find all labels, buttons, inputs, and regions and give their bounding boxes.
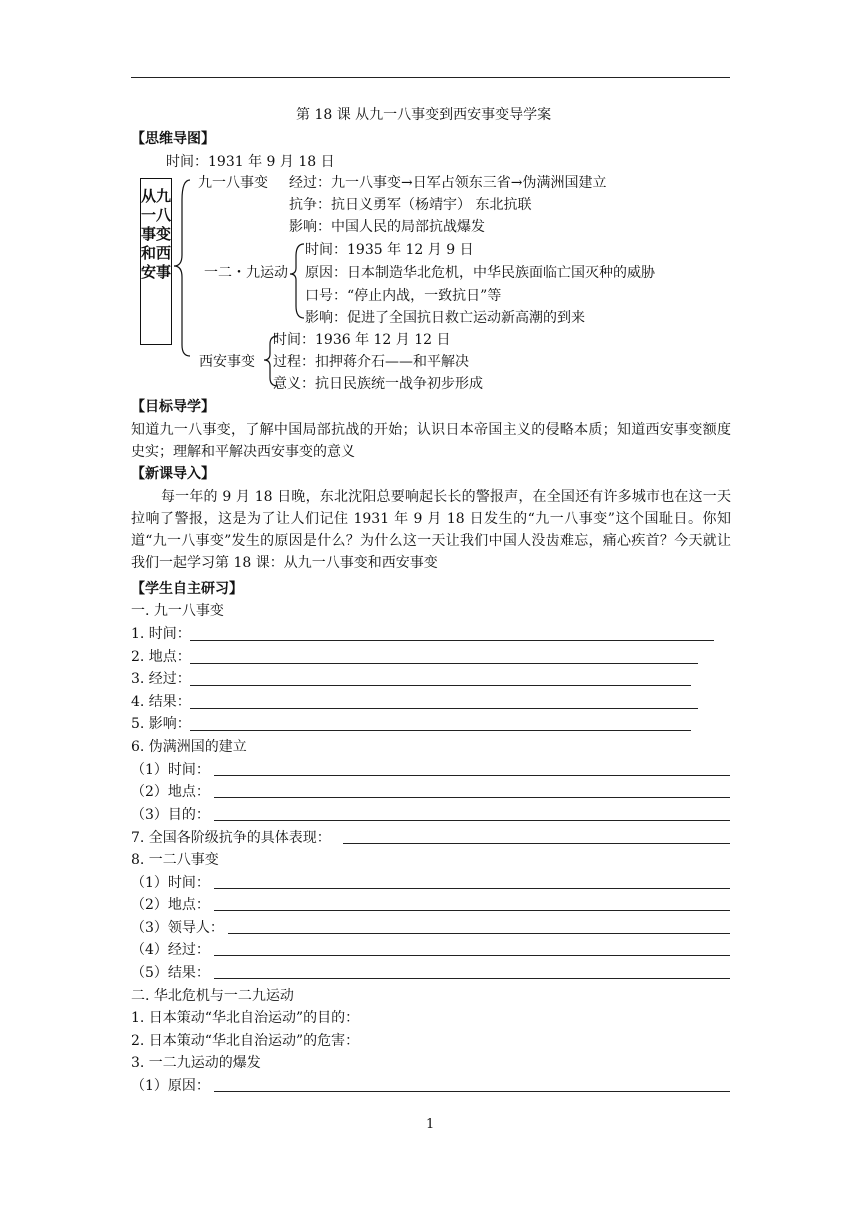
branch-129-item: 口号：“停止内战，一致抗日”等: [305, 288, 502, 304]
branch-918-item: 影响：中国人民的局部抗战爆发: [289, 219, 485, 235]
branch-918-label: 九一八事变: [198, 175, 268, 191]
answer-line[interactable]: [214, 978, 730, 979]
sub-question-label: （1）原因：: [131, 1078, 210, 1094]
page-number: 1: [426, 1117, 435, 1132]
question-label: 7. 全国各阶级抗争的具体表现：: [131, 830, 331, 846]
branch-129-label: 一二・九运动: [204, 265, 288, 281]
goals-heading: 【目标导学】: [131, 399, 215, 415]
branch-129-item: 影响：促进了全国抗日救亡运动新高潮的到来: [305, 310, 585, 326]
branch-xian-label: 西安事变: [199, 354, 255, 370]
question-label: 2. 日本策动“华北自治运动”的危害：: [131, 1033, 360, 1049]
sub-question-label: （5）结果：: [131, 965, 210, 981]
answer-line[interactable]: [214, 955, 730, 956]
answer-line[interactable]: [190, 730, 691, 731]
header-rule: [131, 77, 730, 78]
branch-918-item: 经过：九一八事变→日军占领东三省→伪满洲国建立: [289, 175, 607, 191]
mind-map-time: 时间：1931 年 9 月 18 日: [166, 154, 335, 170]
answer-line[interactable]: [190, 640, 714, 641]
answer-line[interactable]: [214, 888, 730, 889]
section-title: 一. 九一八事变: [131, 603, 224, 619]
answer-line[interactable]: [190, 708, 698, 709]
question-label: 3. 经过：: [131, 671, 191, 687]
sub-question-label: （1）时间：: [131, 762, 210, 778]
question-label: 6. 伪满洲国的建立: [131, 739, 247, 755]
sub-question-label: （2）地点：: [131, 784, 210, 800]
answer-line[interactable]: [214, 797, 730, 798]
mind-map-root-box: [140, 178, 172, 345]
answer-line[interactable]: [214, 910, 730, 911]
mind-map-root-label: 从九一八事变和西安事: [141, 187, 172, 281]
answer-line[interactable]: [228, 933, 730, 934]
question-label: 2. 地点：: [131, 649, 191, 665]
branch-xian-item: 过程：扣押蒋介石——和平解决: [273, 354, 469, 370]
question-label: 3. 一二九运动的爆发: [131, 1055, 261, 1071]
section-title: 二. 华北危机与一二九运动: [131, 988, 294, 1004]
sub-question-label: （3）领导人：: [131, 920, 224, 936]
mind-map-heading: 【思维导图】: [131, 131, 215, 147]
question-label: 8. 一二八事变: [131, 852, 219, 868]
branch-129-item: 时间：1935 年 12 月 9 日: [305, 242, 474, 258]
answer-line[interactable]: [343, 843, 730, 844]
question-label: 5. 影响：: [131, 716, 191, 732]
intro-heading: 【新课导入】: [131, 466, 215, 482]
page-title: 第 18 课 从九一八事变到西安事变导学案: [296, 107, 552, 123]
question-label: 4. 结果：: [131, 694, 191, 710]
question-label: 1. 时间：: [131, 626, 191, 642]
study-heading: 【学生自主研习】: [131, 581, 243, 597]
sub-question-label: （3）目的：: [131, 807, 210, 823]
answer-line[interactable]: [214, 775, 730, 776]
answer-line[interactable]: [214, 820, 730, 821]
branch-xian-item: 时间：1936 年 12 月 12 日: [273, 332, 451, 348]
sub-question-label: （4）经过：: [131, 942, 210, 958]
branch-129-item: 原因：日本制造华北危机，中华民族面临亡国灭种的威胁: [305, 265, 655, 281]
branch-918-item: 抗争：抗日义勇军（杨靖宇） 东北抗联: [289, 197, 532, 213]
answer-line[interactable]: [190, 663, 698, 664]
answer-line[interactable]: [190, 685, 691, 686]
intro-text: 每一年的 9 月 18 日晚，东北沈阳总要响起长长的警报声，在全国还有许多城市也在这一天拉响了警报，这是为了让人们记住 1931 年 9 月 18 日发生的“九一八事变”这个国耻日。你知道“九一八事变”发生的原因是什么？为什么这一天让我们中国人没齿难忘，痛心疾首？今天就让我们一起学习第 18 课：从九一八事变和西安事变: [131, 489, 731, 571]
branch-xian-item: 意义：抗日民族统一战争初步形成: [273, 376, 483, 392]
answer-line[interactable]: [214, 1091, 730, 1092]
sub-question-label: （1）时间：: [131, 875, 210, 891]
question-label: 1. 日本策动“华北自治运动”的目的：: [131, 1010, 360, 1026]
sub-question-label: （2）地点：: [131, 897, 210, 913]
goals-text: 知道九一八事变，了解中国局部抗战的开始；认识日本帝国主义的侵略本质；知道西安事变额度史实；理解和平解决西安事变的意义: [131, 422, 731, 460]
